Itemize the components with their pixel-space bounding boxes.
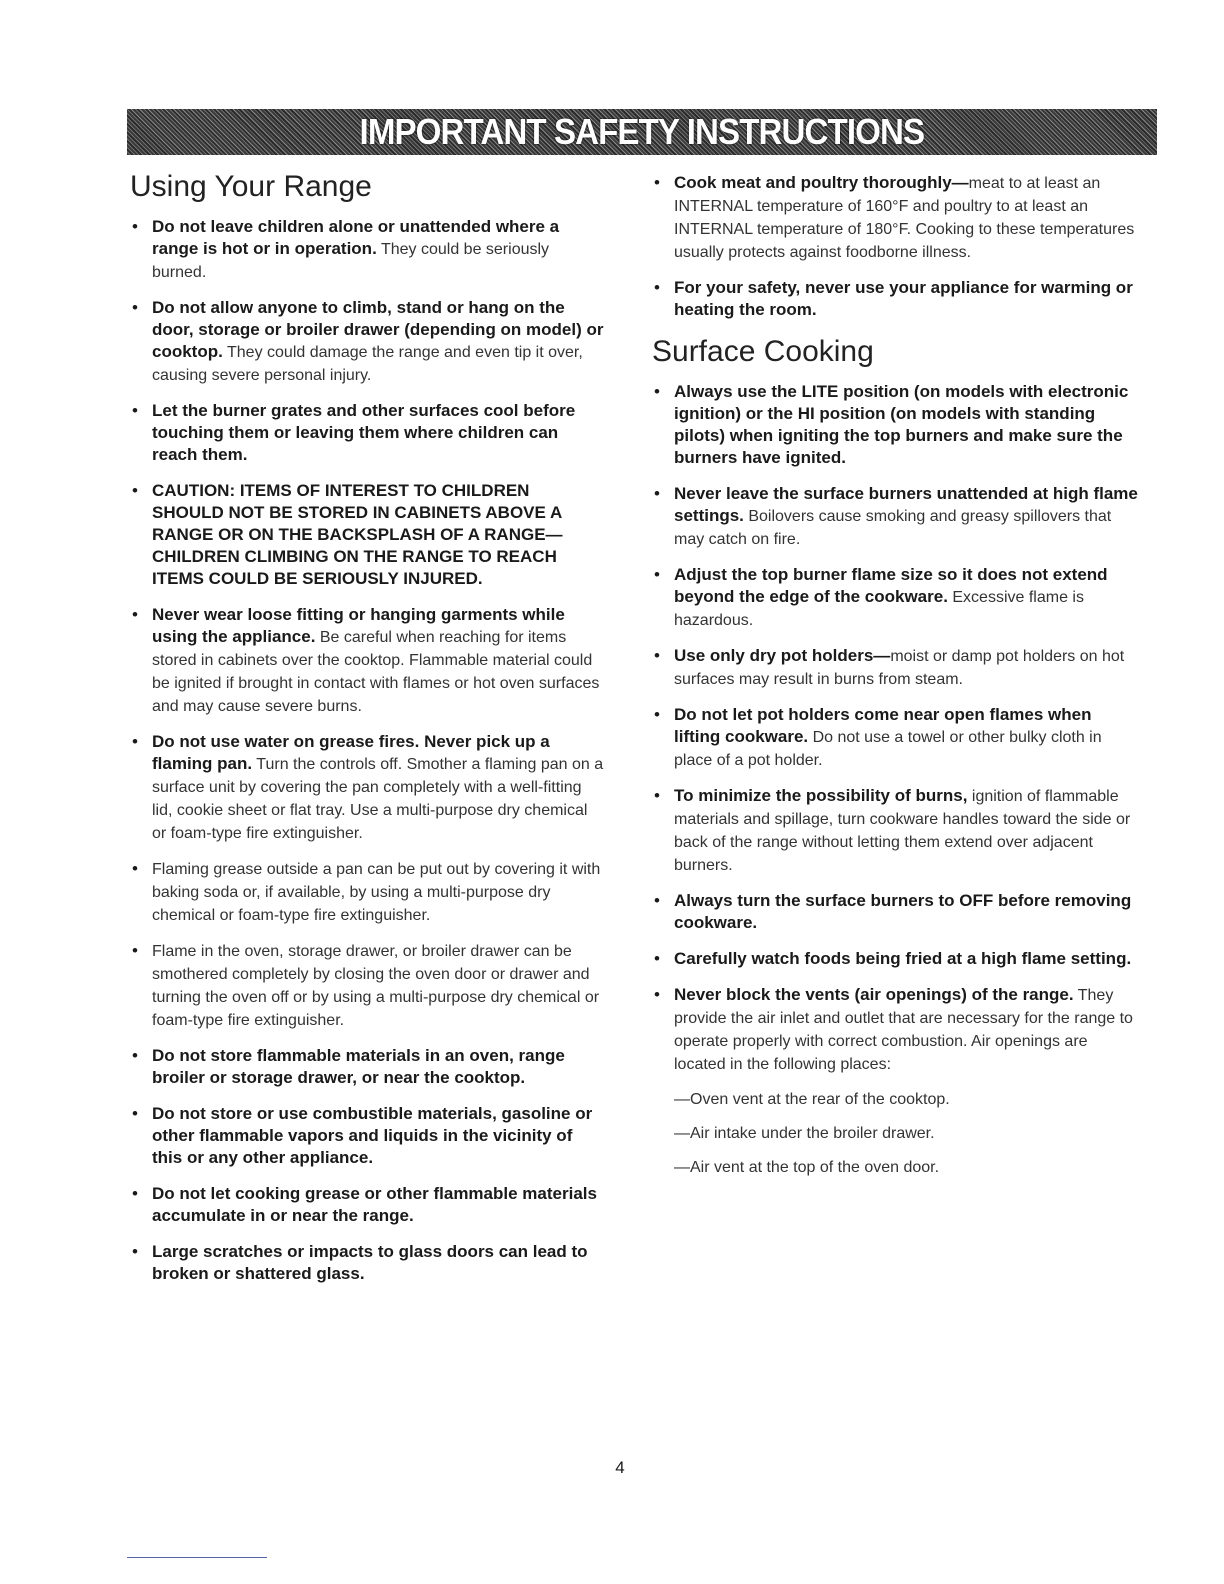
safety-item-text: Turn the controls off. Smother a flaming pan on a surface unit by covering the pan completely with a well-fitting lid, cookie sheet or flat tray. Use a multi-purpose dry chemical or foam-type fire extinguisher.	[152, 756, 604, 842]
safety-item	[130, 480, 605, 591]
safety-item-emphasis: Let the burner grates and other surfaces cool before touching them or leaving them where children can reach them.	[152, 401, 576, 464]
safety-item-emphasis: CAUTION: ITEMS OF INTEREST TO CHILDREN SHOULD NOT BE STORED IN CABINETS ABOVE A RANGE OR ON THE BACKSPLASH OF A RANGE—CHILDREN CLIMBING ON THE RANGE TO REACH ITEMS COULD BE SERIOUSLY INJURED.	[152, 481, 563, 588]
safety-item-text: They provide the air inlet and outlet that are necessary for the range to operate properly with correct combustion. Air openings are located in the following places:	[674, 987, 1133, 1073]
safety-item	[652, 645, 1142, 691]
safety-item-emphasis: Do not let cooking grease or other flammable materials accumulate in or near the range.	[152, 1184, 597, 1225]
safety-item-emphasis: Carefully watch foods being fried at a high flame setting.	[674, 949, 1132, 968]
safety-item-text: Flame in the oven, storage drawer, or broiler drawer can be smothered completely by closing the oven door or drawer and turning the oven off or by using a multi-purpose dry chemical or foam-type fire extinguisher.	[152, 943, 600, 1029]
safety-item	[652, 890, 1142, 935]
vent-location: —Air intake under the broiler drawer.	[674, 1125, 935, 1142]
safety-item-emphasis: Adjust the top burner flame size so it does not extend beyond the edge of the cookware.	[674, 565, 1108, 606]
safety-item-emphasis: Use only dry pot holders—	[674, 646, 891, 665]
surface-cooking-list	[652, 381, 1142, 1076]
safety-item-emphasis: Do not use water on grease fires. Never pick up a flaming pan.	[152, 732, 550, 773]
safety-item	[130, 1045, 605, 1090]
safety-item	[130, 400, 605, 467]
right-column	[652, 172, 1142, 1191]
safety-item-text: Excessive flame is hazardous.	[674, 589, 1084, 629]
safety-item	[130, 216, 605, 284]
safety-item-emphasis: Do not store flammable materials in an oven, range broiler or storage drawer, or near the cooktop.	[152, 1046, 565, 1087]
safety-item	[652, 984, 1142, 1076]
footer-rule	[127, 1557, 267, 1558]
safety-item-text: ignition of flammable materials and spillage, turn cookware handles toward the side or back of the range without letting them extend over adjacent burners.	[674, 788, 1131, 874]
title-banner	[127, 109, 1157, 155]
general-safety-list	[652, 172, 1142, 322]
safety-item-emphasis: For your safety, never use your appliance for warming or heating the room.	[674, 278, 1133, 319]
safety-item-emphasis: Never leave the surface burners unattended at high flame settings.	[674, 484, 1138, 525]
safety-item-emphasis: Always use the LITE position (on models with electronic ignition) or the HI position (on models with standing pilots) when igniting the top burners and make sure the burners have ignited.	[674, 382, 1129, 467]
safety-item-emphasis: Cook meat and poultry thoroughly—	[674, 173, 969, 192]
safety-item-emphasis: Never block the vents (air openings) of the range.	[674, 985, 1074, 1004]
vent-location: —Air vent at the top of the oven door.	[674, 1159, 940, 1176]
safety-item-text: Be careful when reaching for items stored in cabinets over the cooktop. Flammable material could be ignited if brought in contact with flames or hot oven surfaces and may cause severe burns.	[152, 629, 600, 715]
safety-item-emphasis: Do not store or use combustible materials, gasoline or other flammable vapors and liquids in the vicinity of this or any other appliance.	[152, 1104, 593, 1167]
safety-item-text: They could damage the range and even tip it over, causing severe personal injury.	[152, 344, 583, 384]
safety-item	[130, 940, 605, 1032]
safety-item	[652, 277, 1142, 322]
safety-item	[130, 1241, 605, 1286]
safety-item-emphasis: Never wear loose fitting or hanging garments while using the appliance.	[152, 605, 565, 646]
safety-item	[652, 483, 1142, 551]
safety-item	[652, 381, 1142, 470]
using-range-list	[130, 216, 605, 1286]
left-column	[130, 170, 605, 1299]
safety-item-emphasis: Do not leave children alone or unattended where a range is hot or in operation.	[152, 217, 560, 258]
section-heading-using-your-range: Using Your Range	[130, 170, 372, 203]
safety-item-text: Flaming grease outside a pan can be put out by covering it with baking soda or, if available, by using a multi-purpose dry chemical or foam-type fire extinguisher.	[152, 861, 601, 924]
safety-item	[652, 172, 1142, 264]
safety-item	[130, 858, 605, 927]
safety-item-text: moist or damp pot holders on hot surfaces may result in burns from steam.	[674, 648, 1125, 688]
safety-item-emphasis: To minimize the possibility of burns,	[674, 786, 968, 805]
safety-item-text: Do not use a towel or other bulky cloth in place of a pot holder.	[674, 729, 1102, 769]
banner-title: IMPORTANT SAFETY INSTRUCTIONS	[359, 111, 925, 152]
safety-item-emphasis: Do not allow anyone to climb, stand or hang on the door, storage or broiler drawer (depending on model) or cooktop.	[152, 298, 604, 361]
safety-item-emphasis: Always turn the surface burners to OFF before removing cookware.	[674, 891, 1132, 932]
safety-item	[652, 785, 1142, 877]
safety-item	[652, 948, 1142, 971]
safety-item	[130, 1183, 605, 1228]
safety-item	[130, 297, 605, 387]
safety-item-text: Boilovers cause smoking and greasy spillovers that may catch on fire.	[674, 508, 1112, 548]
vent-locations	[652, 1089, 1142, 1179]
safety-item	[130, 731, 605, 845]
vent-location: —Oven vent at the rear of the cooktop.	[674, 1091, 950, 1108]
page-number: 4	[615, 1458, 625, 1477]
safety-item-emphasis: Do not let pot holders come near open flames when lifting cookware.	[674, 705, 1092, 746]
section-heading-surface-cooking: Surface Cooking	[652, 335, 874, 368]
safety-item	[130, 1103, 605, 1170]
safety-item	[652, 704, 1142, 772]
safety-item-emphasis: Large scratches or impacts to glass doors can lead to broken or shattered glass.	[152, 1242, 588, 1283]
safety-item	[130, 604, 605, 718]
safety-item-text: meat to at least an INTERNAL temperature of 160°F and poultry to at least an INTERNAL temperature of 180°F. Cooking to these temperatures usually protects against foodborne illness.	[674, 175, 1135, 261]
safety-item	[652, 564, 1142, 632]
safety-item-text: They could be seriously burned.	[152, 241, 550, 281]
